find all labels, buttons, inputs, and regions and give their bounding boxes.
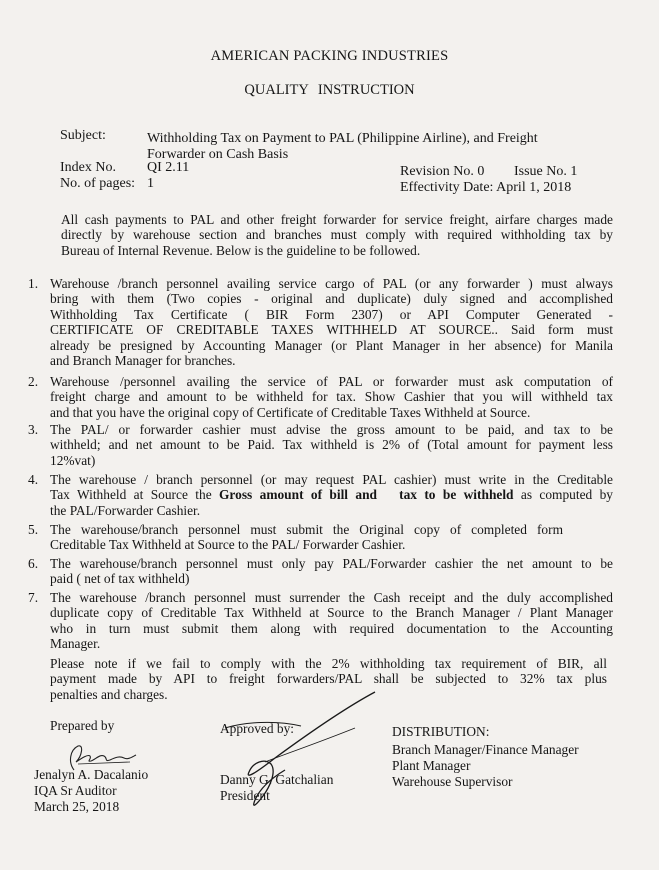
item-line: The warehouse /branch personnel must surrender the Cash receipt and the duly accomplished xyxy=(50,590,613,605)
approved-signature xyxy=(205,688,385,818)
subject-line: Forwarder on Cash Basis xyxy=(147,147,289,162)
item-text xyxy=(377,487,399,502)
note-line: Please note if we fail to comply with the 2% withholding tax requirement of BIR, all xyxy=(50,656,607,671)
prepared-name: Jenalyn A. Dacalanio xyxy=(34,767,149,782)
item-number: 5. xyxy=(28,522,39,537)
item-1-text xyxy=(50,276,613,368)
item-number: 1. xyxy=(28,276,39,291)
item-7-text xyxy=(50,590,613,652)
intro-line: Bureau of Internal Revenue. Below is the guideline to be followed. xyxy=(61,242,421,258)
index-value: QI 2.11 xyxy=(147,160,190,175)
bold-text: tax to be withheld xyxy=(399,487,514,503)
item-6-text xyxy=(50,556,613,587)
item-line: The warehouse / branch personnel (or may request PAL cashier) must write in the Creditable xyxy=(50,472,613,487)
item-5-text xyxy=(50,522,613,553)
item-line: The warehouse/branch personnel must submit the Original copy of completed form xyxy=(50,522,563,537)
item-line: and that you have the original copy of Certificate of Creditable Taxes Withheld at Source. xyxy=(50,404,531,420)
document-title: QUALITY INSTRUCTION xyxy=(244,82,415,98)
item-4-text xyxy=(50,472,613,518)
item-line: paid ( net of tax withheld) xyxy=(50,571,190,587)
issue-number: Issue No. 1 xyxy=(514,164,578,179)
approved-label: Approved by: xyxy=(220,721,295,736)
item-number: 4. xyxy=(28,472,39,487)
item-line: The PAL/ or forwarder cashier must advise the gross amount to be paid, and tax to be xyxy=(50,422,613,437)
pages-value: 1 xyxy=(147,176,154,191)
item-line: withheld; and net amount to be Paid. Tax withheld is 2% of (Total amount for payment less xyxy=(50,437,613,453)
item-line: 12%vat) xyxy=(50,452,96,468)
item-line: Manager. xyxy=(50,636,101,652)
item-number: 3. xyxy=(28,422,39,437)
item-number: 6. xyxy=(28,556,39,571)
item-line: Creditable Tax Withheld at Source to the PAL/ Forwarder Cashier. xyxy=(50,537,406,553)
prepared-label: Prepared by xyxy=(50,718,115,733)
item-line: already be presigned by Accounting Manager (or Plant Manager in her absence) for Manila xyxy=(50,337,613,353)
item-line: the PAL/Forwarder Cashier. xyxy=(50,502,201,518)
item-line: freight charge and amount to be withheld for tax. Show Cashier that you will withheld tax xyxy=(50,389,613,405)
effectivity-date: Effectivity Date: April 1, 2018 xyxy=(400,180,572,195)
revision-number: Revision No. 0 xyxy=(400,164,485,179)
company-name: AMERICAN PACKING INDUSTRIES xyxy=(210,48,449,64)
bold-text: Gross amount of bill and xyxy=(219,487,377,503)
distribution-label: DISTRIBUTION: xyxy=(392,724,490,739)
item-line: who in turn must submit them along with required documentation to the Accounting xyxy=(50,620,613,636)
subject-line: Withholding Tax on Payment to PAL (Philippine Airline), and Freight xyxy=(147,131,538,146)
distribution-item: Plant Manager xyxy=(392,758,471,773)
item-text: Tax Withheld at Source the xyxy=(50,487,220,503)
approved-name: Danny G. Gatchalian xyxy=(220,772,334,787)
prepared-date: March 25, 2018 xyxy=(34,799,120,814)
item-text: as computed by xyxy=(513,487,613,503)
intro-line: directly by warehouse section and branches must comply with required withholding tax by xyxy=(61,227,613,243)
item-line: CERTIFICATE OF CREDITABLE TAXES WITHHELD AT SOURCE.. Said form must xyxy=(50,322,613,338)
item-line xyxy=(50,487,613,502)
item-line: Warehouse /branch personnel availing service cargo of PAL (or any forwarder ) must always xyxy=(50,276,613,291)
item-number: 2. xyxy=(28,374,39,389)
intro-line: All cash payments to PAL and other freight forwarder for service freight, airfare charges made xyxy=(61,212,613,227)
item-line: The warehouse/branch personnel must only pay PAL/Forwarder cashier the net amount to be xyxy=(50,556,613,571)
item-line: bring with them (Two copies - original and duplicate) duly signed and accomplished xyxy=(50,291,613,307)
intro-paragraph xyxy=(61,212,613,258)
item-2-text xyxy=(50,374,613,420)
index-label: Index No. xyxy=(60,160,116,175)
subject-text xyxy=(147,131,553,163)
pages-label: No. of pages: xyxy=(60,176,136,191)
item-3-text xyxy=(50,422,613,468)
item-number: 7. xyxy=(28,590,39,605)
item-line: and Branch Manager for branches. xyxy=(50,353,236,369)
distribution-item: Warehouse Supervisor xyxy=(392,774,513,789)
distribution-item: Branch Manager/Finance Manager xyxy=(392,742,579,757)
item-line: Warehouse /personnel availing the service of PAL or forwarder must ask computation of xyxy=(50,374,613,389)
note-line: payment made by API to freight forwarders/PAL shall be subjected to 32% tax plus xyxy=(50,671,607,687)
item-line: Withholding Tax Certificate ( BIR Form 2307) or API Computer Generated - xyxy=(50,306,613,322)
prepared-title: IQA Sr Auditor xyxy=(34,783,117,798)
approved-title: President xyxy=(220,788,270,803)
subject-label: Subject: xyxy=(60,128,106,143)
item-line: duplicate copy of Creditable Tax Withheld at Source to the Branch Manager / Plant Manager xyxy=(50,605,613,621)
note-line: penalties and charges. xyxy=(50,686,168,702)
